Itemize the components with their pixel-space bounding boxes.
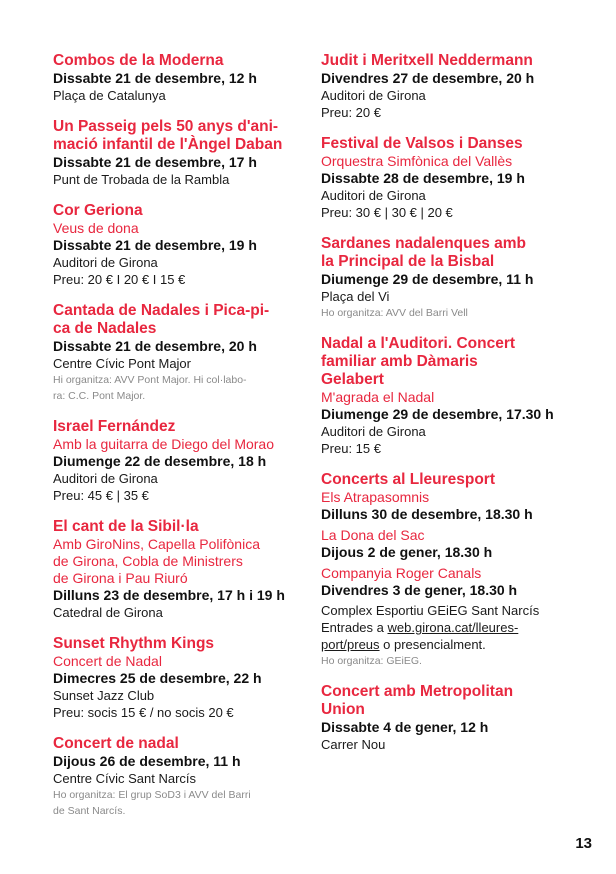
event-date: Divendres 27 de desembre, 20 h [321, 70, 535, 86]
event-subtitle: La Dona del Sac [321, 527, 425, 543]
event-place: Auditori de Girona [53, 471, 158, 486]
event-cantada-de-nadales [53, 302, 303, 404]
event-title-line: familiar amb Dàmaris [321, 353, 478, 370]
event-date: Dilluns 30 de desembre, 18.30 h [321, 506, 533, 522]
tickets-link[interactable]: port/preus [321, 637, 380, 652]
event-title-line: Nadal a l'Auditori. Concert [321, 335, 516, 352]
event-date: Dijous 2 de gener, 18.30 h [321, 544, 493, 560]
event-organizer [53, 372, 303, 404]
right-column [321, 52, 583, 767]
event-date: Diumenge 22 de desembre, 18 h [53, 453, 267, 469]
event-subtitle: Orquestra Simfònica del Vallès [321, 153, 513, 169]
event-title-line: Un Passeig pels 50 anys d'ani- [53, 118, 279, 135]
event-title [53, 118, 303, 154]
event-title-line: Gelabert [321, 371, 384, 388]
event-title: Sunset Rhythm Kings [53, 635, 215, 652]
event-subtitle: Concert de Nadal [53, 653, 162, 669]
event-date: Diumenge 29 de desembre, 11 h [321, 271, 534, 287]
event-subtitle: Els Atrapasomnis [321, 489, 430, 505]
event-organizer: Ho organitza: AVV del Barri Vell [321, 307, 468, 319]
event-title: Cor Geriona [53, 202, 143, 219]
event-title-line: Cantada de Nadales i Pica-pi- [53, 302, 270, 319]
event-passeig-angel-daban [53, 118, 303, 188]
event-place: Complex Esportiu GEiEG Sant Narcís [321, 603, 540, 618]
event-date: Dilluns 23 de desembre, 17 h i 19 h [53, 587, 285, 603]
event-title [321, 235, 583, 271]
event-price: Preu: socis 15 € / no socis 20 € [53, 705, 234, 720]
event-title-line: Concert amb Metropolitan [321, 683, 514, 700]
event-date: Dissabte 21 de desembre, 17 h [53, 154, 257, 170]
event-concerts-al-lleuresport [321, 471, 583, 669]
event-place: Auditori de Girona [53, 255, 158, 270]
event-price: Preu: 30 € | 30 € | 20 € [321, 205, 453, 220]
event-title [321, 683, 583, 719]
event-place: Centre Cívic Pont Major [53, 356, 191, 371]
event-date: Dissabte 28 de desembre, 19 h [321, 170, 525, 186]
tickets-info [321, 619, 583, 653]
event-place: Centre Cívic Sant Narcís [53, 771, 197, 786]
event-date: Dimecres 25 de desembre, 22 h [53, 670, 262, 686]
event-price: Preu: 20 € [321, 105, 381, 120]
event-organizer-line: de Sant Narcís. [53, 805, 126, 817]
event-title-line: Sardanes nadalenques amb [321, 235, 527, 252]
event-nadal-a-l-auditori [321, 335, 583, 457]
event-subtitle: Amb la guitarra de Diego del Morao [53, 436, 275, 452]
tickets-line-2 [321, 636, 583, 653]
event-subtitle: Companyia Roger Canals [321, 565, 482, 581]
tickets-link[interactable]: web.girona.cat/lleures- [387, 620, 519, 635]
event-metropolitan-union [321, 683, 583, 753]
event-date: Dissabte 4 de gener, 12 h [321, 719, 489, 735]
event-subtitle [53, 536, 303, 587]
event-title: Festival de Valsos i Danses [321, 135, 523, 152]
event-organizer: Ho organitza: GEiEG. [321, 655, 422, 667]
event-title: Concert de nadal [53, 735, 179, 752]
event-title: El cant de la Sibil·la [53, 518, 199, 535]
event-cant-de-la-sibilla [53, 518, 303, 621]
event-title [53, 302, 303, 338]
event-organizer-line: Ho organitza: El grup SoD3 i AVV del Barri [53, 789, 251, 801]
event-date: Dissabte 21 de desembre, 12 h [53, 70, 257, 86]
event-date: Divendres 3 de gener, 18.30 h [321, 582, 518, 598]
event-combos-de-la-moderna [53, 52, 303, 104]
event-title-line: la Principal de la Bisbal [321, 253, 495, 270]
event-title [321, 335, 583, 389]
event-title: Judit i Meritxell Neddermann [321, 52, 533, 69]
tickets-line-1 [321, 619, 583, 636]
tickets-suffix: o presencialment. [379, 637, 486, 652]
event-place: Plaça de Catalunya [53, 88, 166, 103]
event-subtitle: Veus de dona [53, 220, 139, 236]
tickets-prefix: Entrades a [321, 620, 388, 635]
event-subtitle: M'agrada el Nadal [321, 389, 435, 405]
event-place: Carrer Nou [321, 737, 386, 752]
event-concert-de-nadal [53, 735, 303, 819]
left-column [53, 52, 303, 833]
event-subtitle-line: de Girona i Pau Riuró [53, 570, 188, 586]
event-place: Auditori de Girona [321, 88, 426, 103]
event-place: Punt de Trobada de la Rambla [53, 172, 230, 187]
event-place: Auditori de Girona [321, 424, 426, 439]
event-price: Preu: 20 € I 20 € I 15 € [53, 272, 186, 287]
event-date: Dissabte 21 de desembre, 20 h [53, 338, 257, 354]
event-sardanes-nadalenques [321, 235, 583, 321]
event-date: Diumenge 29 de desembre, 17.30 h [321, 406, 554, 422]
event-organizer-line: Hi organitza: AVV Pont Major. Hi col·labo- [53, 374, 247, 386]
event-date: Dijous 26 de desembre, 11 h [53, 753, 241, 769]
event-place: Plaça del Vi [321, 289, 390, 304]
event-organizer-line: ra: C.C. Pont Major. [53, 390, 146, 402]
event-price: Preu: 45 € | 35 € [53, 488, 149, 503]
event-organizer [53, 787, 303, 819]
event-subtitle-line: de Girona, Cobla de Ministrers [53, 553, 243, 569]
event-judit-meritxell-neddermann [321, 52, 583, 121]
event-place: Auditori de Girona [321, 188, 426, 203]
event-title: Concerts al Lleuresport [321, 471, 495, 488]
event-date: Dissabte 21 de desembre, 19 h [53, 237, 257, 253]
event-title-line: Union [321, 701, 365, 718]
event-place: Sunset Jazz Club [53, 688, 155, 703]
event-price: Preu: 15 € [321, 441, 381, 456]
event-title-line: mació infantil de l'Àngel Daban [53, 136, 283, 153]
event-subtitle-line: Amb GiroNins, Capella Polifònica [53, 536, 260, 552]
event-sunset-rhythm-kings [53, 635, 303, 721]
event-title-line: ca de Nadales [53, 320, 157, 337]
event-cor-geriona [53, 202, 303, 288]
event-title: Combos de la Moderna [53, 52, 224, 69]
event-israel-fernandez [53, 418, 303, 504]
event-title: Israel Fernández [53, 418, 176, 435]
event-festival-valsos-danses [321, 135, 583, 221]
event-place: Catedral de Girona [53, 605, 163, 620]
page-number: 13 [575, 835, 592, 852]
